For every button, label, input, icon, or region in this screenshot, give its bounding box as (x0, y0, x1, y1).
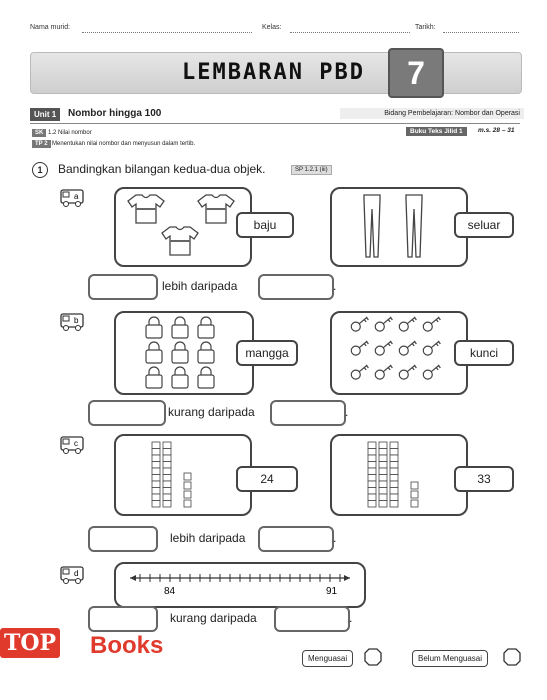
blocks-panel-right (330, 434, 468, 516)
trousers-icon (364, 195, 380, 257)
student-name-label: Nama murid: (30, 24, 71, 31)
key-icon (421, 362, 442, 381)
ten-rod-icon (163, 442, 171, 507)
sk-text: 1.2 Nilai nombor (48, 130, 92, 136)
padlock-icon (146, 367, 162, 388)
unit-cube-icon (184, 500, 191, 507)
answer-box-left[interactable] (88, 400, 166, 426)
padlock-icon (198, 367, 214, 388)
unit-cube-icon (411, 491, 418, 498)
bus-letter: a (74, 192, 79, 201)
key-icon (349, 314, 370, 333)
learning-area: Bidang Pembelajaran: Nombor dan Operasi (340, 108, 524, 119)
key-icon (397, 362, 418, 381)
padlocks-label: mangga (236, 340, 298, 366)
trousers-icon (406, 195, 422, 257)
unit-cube-icon (184, 491, 191, 498)
padlock-icon (198, 342, 214, 363)
textbook-ref: Buku Teks Jilid 1 (406, 127, 467, 136)
tshirt-icon (162, 227, 198, 255)
ten-rod-icon (379, 442, 387, 507)
question-number: 1 (32, 162, 48, 178)
answer-box-right[interactable] (258, 526, 337, 552)
octagon-icon[interactable] (503, 648, 521, 666)
brand-logo-top: TOP (0, 628, 60, 658)
keys-panel (330, 311, 468, 395)
brand-logo-books: Books (90, 632, 164, 659)
bus-letter: d (74, 569, 79, 578)
padlock-icon (172, 367, 188, 388)
number-line-end: 91 (326, 586, 338, 597)
sp-tag: SP 1.2.1 (iii) (291, 165, 332, 175)
student-name-field[interactable] (82, 24, 252, 33)
unit-title: Nombor hingga 100 (68, 108, 162, 119)
octagon-icon[interactable] (364, 648, 382, 666)
unit-tag: Unit 1 (30, 108, 60, 121)
padlock-icon (172, 317, 188, 338)
sheet-number: 7 (388, 48, 444, 98)
trousers-label: seluar (454, 212, 514, 238)
class-label: Kelas: (262, 24, 282, 31)
shirts-label: baju (236, 212, 294, 238)
unit-cube-icon (411, 482, 418, 489)
page-title: LEMBARAN PBD (182, 60, 365, 85)
sk-tag: SK (32, 129, 46, 137)
trousers-panel (330, 187, 468, 267)
tp-text: Menentukan nilai nombor dan menyusun dalam tertib. (52, 141, 196, 147)
period: . (349, 611, 353, 625)
bus-letter: c (74, 439, 78, 448)
shirts-panel (114, 187, 252, 267)
tshirt-icon (198, 195, 234, 223)
bus-icon (60, 565, 86, 585)
answer-box-right[interactable] (274, 606, 353, 632)
padlock-icon (198, 317, 214, 338)
padlock-icon (146, 342, 162, 363)
blocks-panel-left (114, 434, 252, 516)
answer-box-left[interactable] (88, 606, 158, 632)
answer-box-left[interactable] (88, 526, 158, 552)
answer-box-right[interactable] (258, 274, 337, 300)
bus-icon (60, 435, 86, 455)
number-line (116, 564, 364, 606)
tp-tag: TP 2 (32, 140, 51, 148)
key-icon (373, 314, 394, 333)
date-label: Tarikh: (415, 24, 436, 31)
not-mastered-button[interactable]: Belum Menguasai (412, 650, 488, 667)
key-icon (349, 362, 370, 381)
ten-rod-icon (152, 442, 160, 507)
padlock-icon (146, 317, 162, 338)
mastered-button[interactable]: Menguasai (302, 650, 353, 667)
bus-icon (60, 312, 86, 332)
answer-box-left[interactable] (88, 274, 158, 300)
question-text: Bandingkan bilangan kedua-dua objek. (58, 162, 266, 176)
keys-label: kunci (454, 340, 514, 366)
ten-rod-icon (368, 442, 376, 507)
class-field[interactable] (290, 24, 410, 33)
period: . (345, 405, 349, 419)
key-icon (349, 338, 370, 357)
period: . (333, 531, 337, 545)
unit-cube-icon (411, 500, 418, 507)
key-icon (421, 338, 442, 357)
key-icon (421, 314, 442, 333)
number-line-start: 84 (164, 586, 176, 597)
blocks-right-label: 33 (454, 466, 514, 492)
bus-letter: b (74, 316, 79, 325)
unit-cube-icon (184, 482, 191, 489)
period: . (333, 279, 337, 293)
blocks-left-label: 24 (236, 466, 298, 492)
unit-cube-icon (184, 473, 191, 480)
key-icon (397, 314, 418, 333)
comparison-phrase: kurang daripada (168, 405, 255, 419)
key-icon (373, 338, 394, 357)
date-field[interactable] (443, 24, 519, 33)
tshirt-icon (128, 195, 164, 223)
bus-icon (60, 188, 86, 208)
comparison-phrase: kurang daripada (170, 611, 257, 625)
page-ref: m.s. 28 – 31 (478, 127, 515, 134)
answer-box-right[interactable] (270, 400, 349, 426)
padlocks-panel (114, 311, 254, 395)
padlock-icon (172, 342, 188, 363)
key-icon (397, 338, 418, 357)
comparison-phrase: lebih daripada (170, 531, 246, 545)
number-line-panel (114, 562, 366, 608)
key-icon (373, 362, 394, 381)
comparison-phrase: lebih daripada (162, 279, 238, 293)
ten-rod-icon (390, 442, 398, 507)
